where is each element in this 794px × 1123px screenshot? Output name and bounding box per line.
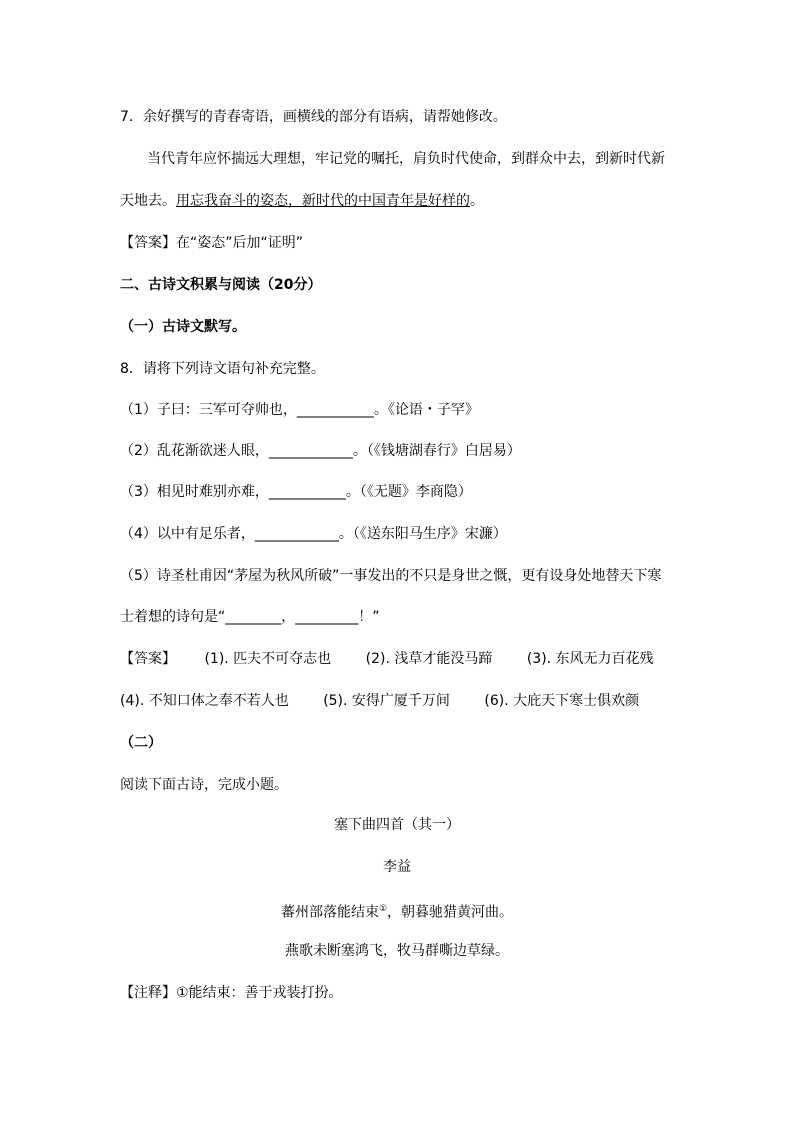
underlined-sentence: 用忘我奋斗的姿态，新时代的中国青年是好样的 [176, 193, 470, 209]
question-7-prompt: 7．余好撰写的青春寄语，画横线的部分有语病，请帮她修改。 [120, 109, 507, 125]
question-7-answer: 【答案】在“姿态”后加“证明” [120, 235, 304, 251]
poem-line-1-text-rest: ，朝暮驰猎黄河曲。 [387, 904, 514, 921]
paragraph-period: 。 [470, 193, 484, 209]
poem-line-1 [0, 899, 794, 923]
answer-6: (6). 大庇天下寒士俱欢颜 [484, 693, 640, 709]
fill-item-3: （3）相见时难别亦难，___________。（《无题》李商隐） [120, 484, 472, 500]
question-7-paragraph-line2 [120, 191, 484, 211]
fill-item-4: （4）以中有足乐者，____________。（《送东阳马生序》宋濂） [120, 526, 507, 542]
poem-title: 塞下曲四首（其一） [334, 817, 460, 833]
answer-1: (1). 匹夫不可夺志也 [204, 651, 332, 667]
fill-item-1: （1）子曰：三军可夺帅也，___________。《论语・子罕》 [120, 402, 479, 418]
answer-5: (5). 安得广厦千万间 [323, 693, 450, 709]
footnote-marker: ① [378, 904, 388, 914]
subsection-1-title: （一）古诗文默写。 [120, 319, 246, 335]
poem-author: 李益 [383, 859, 411, 875]
answer-3: (3). 东风无力百花残 [526, 651, 654, 667]
question-8-prompt: 8．请将下列诗文语句补充完整。 [120, 361, 325, 377]
answer-2: (2). 浅草才能没马蹄 [365, 651, 493, 667]
fill-item-2: （2）乱花渐欲迷人眼，____________。（《钱塘湖春行》白居易） [120, 443, 521, 459]
subsection-2-title: （二） [120, 735, 162, 751]
poem-line-1-text: 蕃州部落能结束 [280, 904, 379, 921]
section-2-title: 二、古诗文积累与阅读（20分） [120, 277, 322, 293]
poem-line-2: 燕歌未断塞鸿飞，牧马群嘶边草绿。 [285, 943, 509, 959]
answer-4: (4). 不知口体之奉不若人也 [120, 693, 289, 709]
fill-item-5-line1: （5）诗圣杜甫因“茅屋为秋风所破”一事发出的不只是身世之慨，更有设身处地替天下寒 [120, 568, 662, 584]
question-8-answers-row1 [120, 649, 654, 669]
question-7-paragraph-line1: 当代青年应怀揣远大理想，牢记党的嘱托，肩负时代使命，到群众中去，到新时代新 [147, 151, 665, 167]
paragraph-text: 天地去。 [120, 193, 176, 209]
question-8-answers-row2 [120, 691, 639, 711]
reading-prompt: 阅读下面古诗，完成小题。 [120, 777, 288, 793]
answer-label: 【答案】 [120, 651, 176, 667]
fill-item-5-line2: 士着想的诗句是“________，_________！” [120, 609, 380, 625]
poem-note: 【注释】①能结束：善于戎装打扮。 [120, 985, 343, 1001]
